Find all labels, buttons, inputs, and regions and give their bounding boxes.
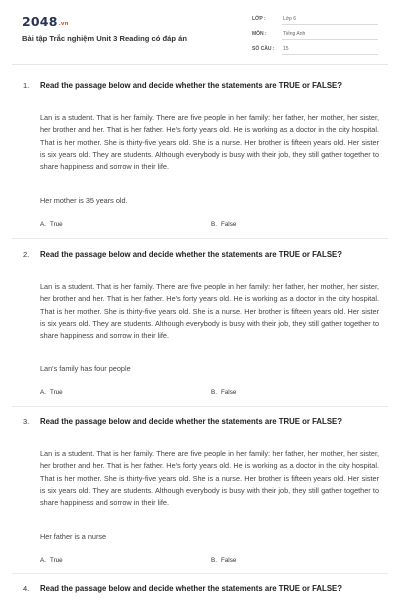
question-number: 4. [23,584,30,593]
header-divider [12,64,388,65]
option-letter: A. [40,389,46,396]
document-header [0,0,400,64]
meta-label: MÔN : [252,31,267,37]
meta-value: Tiếng Anh [283,31,306,37]
logo-text: 2048 [22,14,58,29]
question-number: 1. [23,81,30,90]
option-a[interactable] [40,389,63,396]
logo-suffix: .vn [58,21,69,27]
meta-underline [282,39,378,40]
meta-value: 15 [283,46,289,52]
site-logo[interactable] [22,14,69,29]
question-prompt: Read the passage below and decide whether the statements are TRUE or FALSE? [40,584,342,593]
option-text: False [220,221,237,228]
meta-underline [282,54,378,55]
option-b[interactable] [211,389,236,396]
option-letter: A. [40,557,46,564]
question-divider [12,573,388,574]
option-letter: B. [211,389,217,396]
option-letter: A. [40,221,46,228]
meta-value: Lớp 6 [283,16,297,22]
reading-passage: Lan is a student. That is her family. There are five people in her family: her father, her mother, her sister, her brother and her. That is her father. He's forty years old. He is working as a doctor in the city hospital. That is her mother. She is thirty-five years old. She is a nurse. Her brother is fifteen years old. Her sister is six years old. They are students. Although everybody is busy with their job, they still gather together to share happiness and sorrow in their life. [40,449,379,508]
meta-underline [282,24,378,25]
question-statement: Lan's family has four people [40,364,131,373]
reading-passage: Lan is a student. That is her family. There are five people in her family: her father, her mother, her sister, her brother and her. That is her father. He's forty years old. He is working as a doctor in the city hospital. That is her mother. She is thirty-five years old. She is a nurse. Her brother is fifteen years old. Her sister is six years old. They are students. Although everybody is busy with their job, they still gather together to share happiness and sorrow in their life. [40,113,379,172]
question-prompt: Read the passage below and decide whether the statements are TRUE or FALSE? [40,250,342,259]
option-text: True [49,221,63,228]
option-letter: B. [211,557,217,564]
option-text: True [49,557,63,564]
option-a[interactable] [40,221,63,228]
question-statement: Her mother is 35 years old. [40,196,128,205]
option-text: False [220,389,237,396]
meta-label: LỚP : [252,16,266,22]
document-title: Bài tập Trắc nghiệm Unit 3 Reading có đáp án [22,34,187,43]
option-letter: B. [211,221,217,228]
option-b[interactable] [211,557,236,564]
question-prompt: Read the passage below and decide whether the statements are TRUE or FALSE? [40,417,342,426]
question-number: 2. [23,250,30,259]
question-prompt: Read the passage below and decide whether the statements are TRUE or FALSE? [40,81,342,90]
option-a[interactable] [40,557,63,564]
question-divider [12,406,388,407]
question-statement: Her father is a nurse [40,532,107,541]
option-text: False [220,557,237,564]
question-number: 3. [23,417,30,426]
option-b[interactable] [211,221,236,228]
meta-label: SỐ CÂU : [252,46,275,52]
question-divider [12,238,388,239]
reading-passage: Lan is a student. That is her family. There are five people in her family: her father, her mother, her sister, her brother and her. That is her father. He's forty years old. He is working as a doctor in the city hospital. That is her mother. She is thirty-five years old. She is a nurse. Her brother is fifteen years old. Her sister is six years old. They are students. Although everybody is busy with their job, they still gather together to share happiness and sorrow in their life. [40,282,379,341]
option-text: True [49,389,63,396]
